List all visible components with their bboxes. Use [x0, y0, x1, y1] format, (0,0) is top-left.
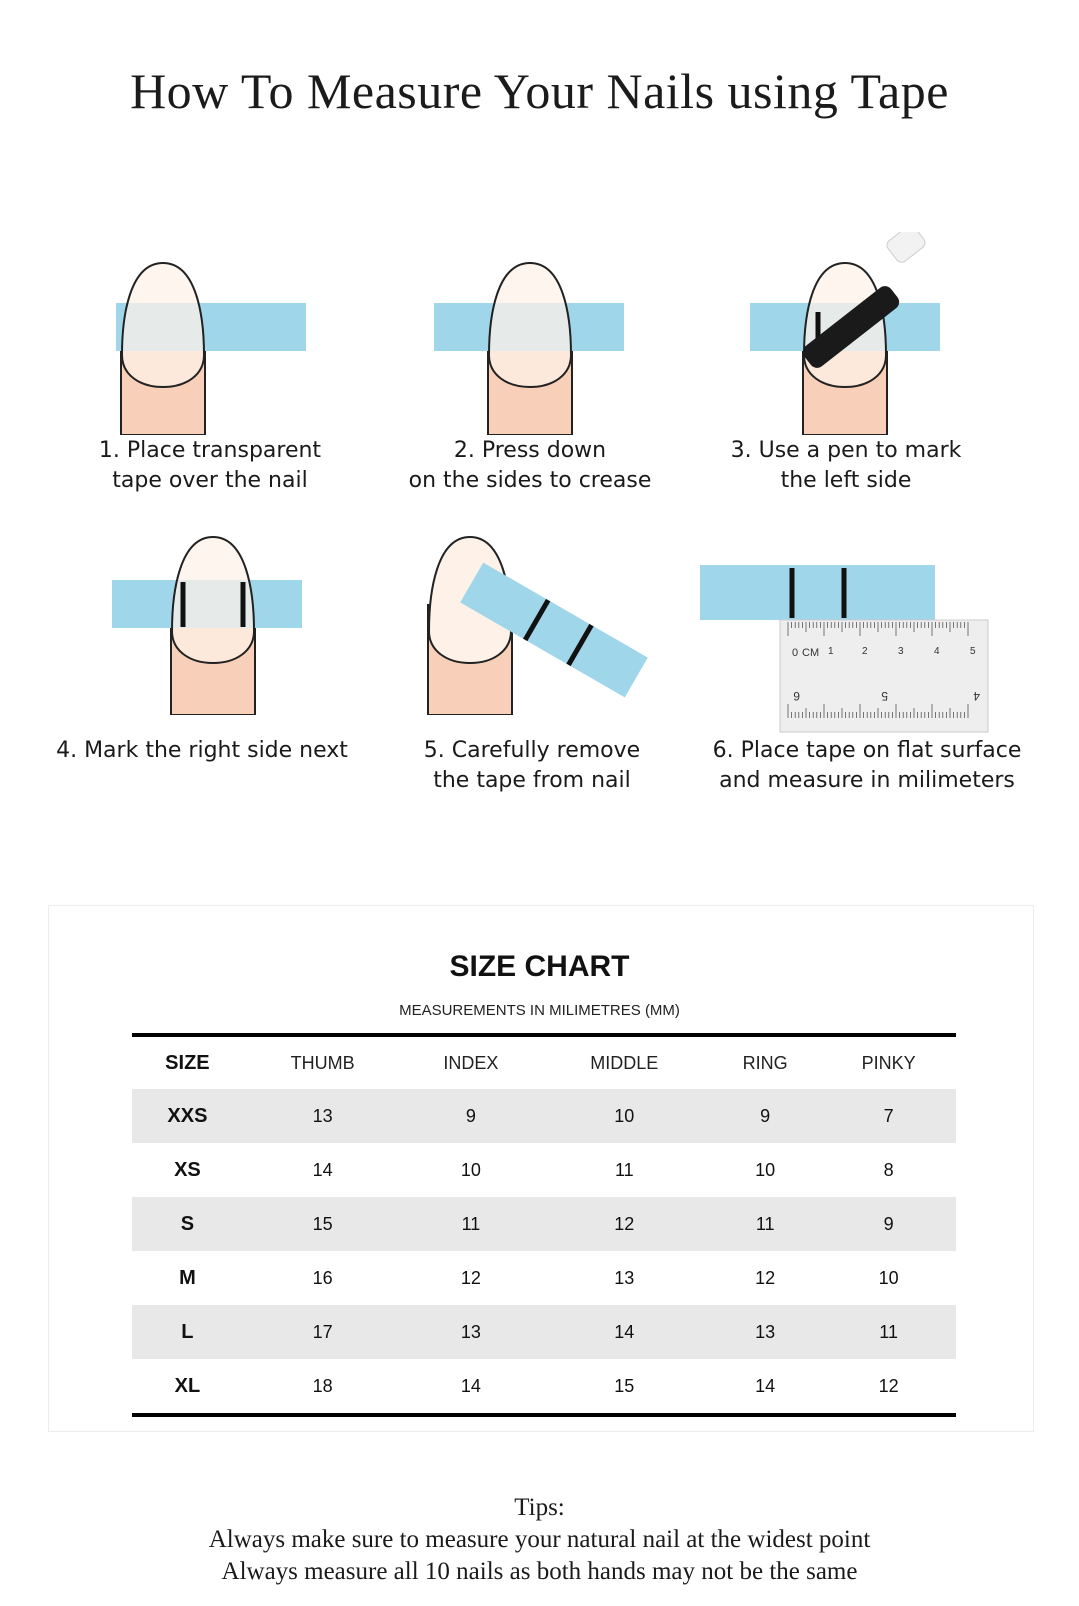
nail-icon [489, 263, 571, 387]
ruler-label-0: 0 [792, 647, 799, 659]
table-cell: 9 [709, 1089, 821, 1143]
step-4-illustration [46, 535, 376, 715]
page-title: How To Measure Your Nails using Tape [130, 63, 949, 119]
step-6-caption: 6. Place tape on flat surface and measure in milimeters [712, 738, 1022, 793]
table-cell: 17 [243, 1305, 403, 1359]
ruler-bottom-label-0: 6 [793, 689, 800, 703]
table-cell: 14 [540, 1305, 710, 1359]
table-cell: 16 [312, 1267, 333, 1288]
table-cell: 11 [402, 1197, 539, 1251]
size-cell: XL [174, 1374, 201, 1397]
header-thumb: THUMB [290, 1052, 355, 1073]
table-cell: 7 [821, 1089, 956, 1143]
table-cell: 15 [614, 1375, 635, 1396]
table-cell: 11 [821, 1305, 956, 1359]
tip-line: Always make sure to measure your natural nail at the widest point [208, 1526, 871, 1553]
table-cell: 12 [460, 1267, 481, 1288]
step-5-illustration [364, 535, 694, 715]
step-6-illustration [700, 560, 1010, 740]
table-row [132, 1359, 956, 1415]
table-cell: 13 [709, 1305, 821, 1359]
tips-heading: Tips: [514, 1494, 565, 1521]
ruler-label-1: 1 [828, 646, 834, 657]
table-cell: 10 [878, 1267, 899, 1288]
table-cell: 11 [614, 1159, 634, 1180]
table-cell: 15 [243, 1197, 403, 1251]
ruler-label-2: 2 [862, 646, 868, 657]
table-cell: 18 [312, 1375, 333, 1396]
header-pinky: PINKY [861, 1052, 916, 1073]
size-cell: S [132, 1197, 243, 1251]
size-chart-table [132, 1033, 956, 1417]
header-size: SIZE [165, 1051, 210, 1074]
ruler-bottom-label-1: 5 [881, 689, 888, 703]
size-cell: XS [174, 1158, 201, 1181]
table-cell: 13 [402, 1305, 539, 1359]
step-3-illustration [688, 232, 1018, 435]
table-cell: 9 [821, 1197, 956, 1251]
ruler-label-4: 4 [934, 646, 940, 657]
step-1-illustration [46, 255, 376, 435]
table-row [132, 1143, 956, 1197]
table-row [132, 1305, 956, 1359]
table-cell: 13 [243, 1089, 403, 1143]
table-cell: 12 [540, 1197, 710, 1251]
table-cell: 8 [883, 1159, 894, 1180]
table-row [132, 1251, 956, 1305]
table-cell: 14 [755, 1375, 776, 1396]
table-cell: 12 [878, 1375, 899, 1396]
table-cell: 11 [709, 1197, 821, 1251]
table-cell: 12 [755, 1267, 776, 1288]
table-header-row [132, 1035, 956, 1089]
step-2-illustration [364, 255, 694, 435]
step-2-caption: 2. Press down on the sides to crease [408, 438, 652, 493]
size-chart-title: SIZE CHART [449, 950, 630, 983]
step-4-caption: 4. Mark the right side next [56, 738, 348, 763]
table-cell: 14 [460, 1375, 481, 1396]
step-5-caption: 5. Carefully remove the tape from nail [423, 738, 641, 793]
ruler-bottom-label-2: 4 [973, 689, 980, 703]
table-cell: 13 [614, 1267, 635, 1288]
size-cell: XXS [132, 1089, 243, 1143]
ruler-label-3: 3 [898, 646, 904, 657]
ruler-icon [780, 620, 988, 732]
size-chart-subtitle: MEASUREMENTS IN MILIMETRES (MM) [399, 1002, 680, 1019]
tips-section [0, 1492, 1079, 1588]
table-row [132, 1197, 956, 1251]
table-row [132, 1089, 956, 1143]
header-ring: RING [742, 1052, 788, 1073]
table-cell: 10 [540, 1089, 710, 1143]
table-cell: 9 [402, 1089, 539, 1143]
header-middle: MIDDLE [590, 1052, 659, 1073]
step-1-caption: 1. Place transparent tape over the nail [98, 438, 322, 493]
ruler-unit: CM [802, 647, 820, 659]
header-index: INDEX [443, 1052, 499, 1073]
tape-icon [700, 565, 935, 620]
table-cell: 10 [755, 1159, 776, 1180]
step-3-caption: 3. Use a pen to mark the left side [730, 438, 962, 493]
ruler-label-5: 5 [970, 646, 976, 657]
table-cell: 14 [312, 1159, 333, 1180]
tip-line: Always measure all 10 nails as both hands may not be the same [221, 1558, 858, 1585]
size-cell: M [179, 1266, 196, 1289]
size-cell: L [132, 1305, 243, 1359]
table-cell: 10 [460, 1159, 481, 1180]
nail-icon [122, 263, 204, 387]
